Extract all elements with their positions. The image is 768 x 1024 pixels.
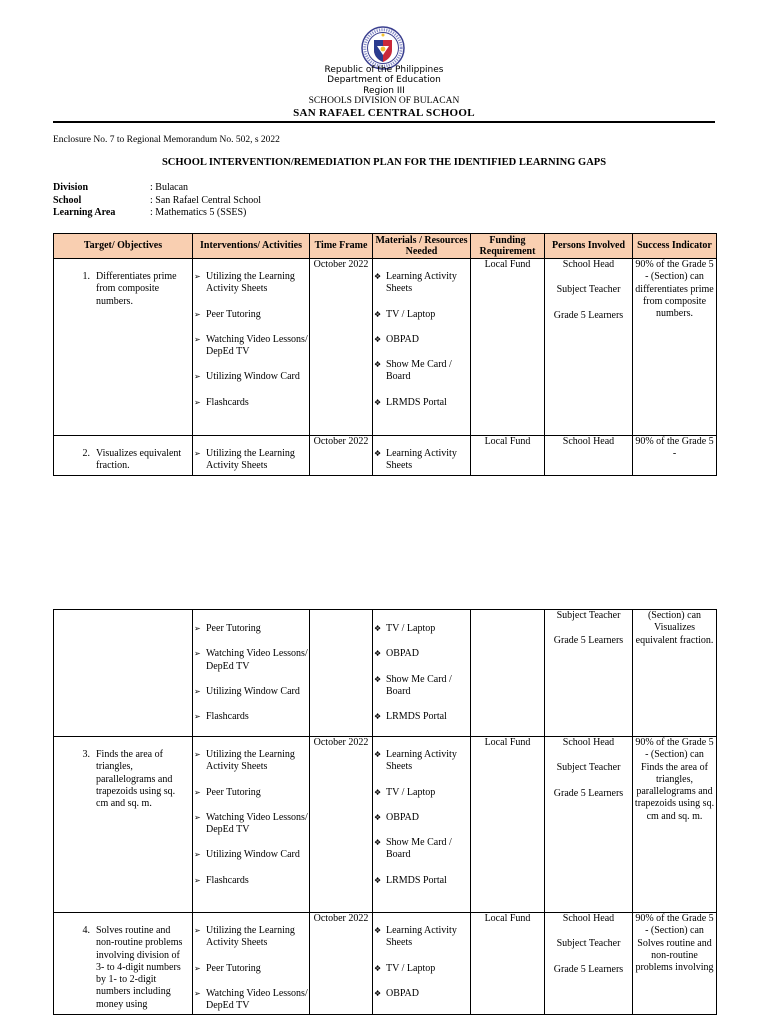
intervention-item: ➢ Utilizing Window Card [194, 849, 300, 861]
person-item: Subject Teacher [556, 938, 621, 950]
diamond-bullet-icon: ❖ [374, 787, 382, 797]
person-item: Subject Teacher [556, 610, 621, 621]
success-indicator-cell: 90% of the Grade 5 - (Section) can Finds the area of triangles, parallelograms and trapezoids using sq. cm and sq. m. [633, 737, 717, 913]
diamond-bullet-icon: ❖ [374, 334, 382, 344]
diamond-bullet-icon: ❖ [374, 875, 382, 885]
diamond-bullet-icon: ❖ [374, 926, 382, 935]
intervention-item: ➢ Flashcards [194, 874, 249, 886]
person-item: School Head [562, 436, 615, 447]
person-item: School Head [562, 913, 615, 924]
table-row [54, 737, 717, 913]
table-row [54, 259, 717, 436]
enclosure-note: Enclosure No. 7 to Regional Memorandum No. 502, s 2022 [53, 135, 280, 145]
diamond-bullet-icon: ❖ [374, 309, 382, 319]
arrow-bullet-icon: ➢ [194, 850, 201, 860]
diamond-bullet-icon: ❖ [374, 624, 382, 633]
intervention-item: ➢ Utilizing the Learning Activity Sheets [194, 749, 295, 773]
material-item: ❖ TV / Laptop [374, 308, 436, 320]
person-item: School Head [562, 737, 615, 748]
table-row [54, 436, 717, 476]
intervention-item: ➢ Flashcards [194, 711, 249, 723]
division-label: Division [53, 182, 89, 193]
material-item: ❖ LRMDS Portal [374, 396, 447, 408]
arrow-bullet-icon: ➢ [194, 787, 201, 797]
person-item: Subject Teacher [556, 762, 621, 774]
objective-text: Solves routine and non-routine problems involving division of 3- to 4-digit numbers by 1- to 2-digit numbers including money using [96, 925, 183, 1010]
learning-area-value: : Mathematics 5 (SSES) [150, 207, 247, 218]
funding-cell: Local Fund [471, 436, 545, 476]
material-item: ❖ LRMDS Portal [374, 874, 447, 886]
material-item: ❖ TV / Laptop [374, 786, 436, 798]
intervention-item: ➢ Utilizing Window Card [194, 685, 300, 697]
row-number: 3. [82, 749, 90, 760]
material-item: ❖ OBPAD [374, 333, 419, 345]
success-indicator-cell: 90% of the Grade 5 - [633, 436, 717, 476]
table-row [54, 610, 717, 737]
col-header-objectives: Target/ Objectives [54, 234, 193, 259]
material-item: ❖ Learning Activity Sheets [374, 925, 457, 949]
division-value: : Bulacan [150, 182, 189, 193]
material-item: ❖ Show Me Card / Board [374, 673, 452, 697]
plan-table-page-1 [53, 233, 717, 476]
col-header-time-frame: Time Frame [310, 234, 373, 259]
col-header-materials: Materials / Resources Needed [373, 234, 471, 259]
person-item: Grade 5 Learners [553, 635, 624, 647]
person-item: School Head [562, 259, 615, 270]
time-frame-cell: October 2022 [310, 737, 373, 913]
intervention-item: ➢ Flashcards [194, 396, 249, 408]
intervention-item: ➢ Watching Video Lessons/ DepEd TV [194, 811, 308, 836]
deped-seal-logo [361, 26, 405, 70]
person-item: Grade 5 Learners [553, 787, 624, 799]
person-item: Subject Teacher [556, 284, 621, 296]
intervention-item: ➢ Peer Tutoring [194, 786, 261, 798]
col-header-funding: Funding Requirement [471, 234, 545, 259]
intervention-item: ➢ Utilizing the Learning Activity Sheets [194, 271, 295, 295]
plan-table-page-2 [53, 609, 717, 1015]
arrow-bullet-icon: ➢ [194, 649, 201, 659]
person-item: Grade 5 Learners [553, 309, 624, 321]
document-title: SCHOOL INTERVENTION/REMEDIATION PLAN FOR THE IDENTIFIED LEARNING GAPS [161, 157, 607, 168]
diamond-bullet-icon: ❖ [374, 649, 382, 659]
diamond-bullet-icon: ❖ [374, 272, 382, 281]
funding-cell: Local Fund [471, 259, 545, 436]
funding-continued-cell [471, 610, 545, 737]
intervention-item: ➢ Peer Tutoring [194, 962, 261, 974]
intervention-item: ➢ Utilizing the Learning Activity Sheets [194, 448, 295, 472]
header-rule [53, 121, 715, 123]
intervention-item: ➢ Watching Video Lessons/ DepEd TV [194, 648, 308, 672]
row-number: 2. [82, 448, 90, 459]
time-frame-cell: October 2022 [310, 436, 373, 476]
header-school-name: SAN RAFAEL CENTRAL SCHOOL [293, 107, 475, 119]
objective-continued-cell [54, 610, 193, 737]
material-item: ❖ Show Me Card / Board [374, 837, 452, 861]
material-item: ❖ LRMDS Portal [374, 711, 447, 723]
time-frame-continued-cell [310, 610, 373, 737]
school-value: : San Rafael Central School [150, 195, 262, 206]
intervention-item: ➢ Peer Tutoring [194, 308, 261, 320]
funding-cell: Local Fund [471, 913, 545, 1015]
material-item: ❖ OBPAD [374, 987, 419, 999]
table-row [54, 913, 717, 1015]
arrow-bullet-icon: ➢ [194, 309, 201, 319]
material-item: ❖ Learning Activity Sheets [374, 448, 457, 472]
header-republic: Republic of the Philippines [324, 65, 444, 75]
diamond-bullet-icon: ❖ [374, 988, 382, 998]
diamond-bullet-icon: ❖ [374, 449, 382, 458]
person-item: Grade 5 Learners [553, 963, 624, 975]
diamond-bullet-icon: ❖ [374, 750, 382, 759]
row-number: 4. [82, 925, 90, 936]
material-item: ❖ OBPAD [374, 648, 419, 660]
objective-text: Visualizes equivalent fraction. [96, 448, 182, 472]
time-frame-cell: October 2022 [310, 913, 373, 1015]
header-division-office: SCHOOLS DIVISION OF BULACAN [308, 96, 460, 106]
success-indicator-cell: (Section) can Visualizes equivalent fraction. [633, 610, 717, 737]
material-item: ❖ OBPAD [374, 811, 419, 823]
diamond-bullet-icon: ❖ [374, 397, 382, 407]
intervention-item: ➢ Watching Video Lessons/ DepEd TV [194, 987, 308, 1012]
material-item: ❖ Learning Activity Sheets [374, 271, 457, 295]
arrow-bullet-icon: ➢ [194, 750, 201, 759]
learning-area-label: Learning Area [53, 207, 116, 218]
header-department: Department of Education [327, 75, 441, 85]
material-item: ❖ TV / Laptop [374, 623, 436, 634]
funding-cell: Local Fund [471, 737, 545, 913]
time-frame-cell: October 2022 [310, 259, 373, 436]
arrow-bullet-icon: ➢ [194, 963, 201, 973]
col-header-indicator: Success Indicator [633, 234, 717, 259]
arrow-bullet-icon: ➢ [194, 875, 201, 885]
material-item: ❖ Show Me Card / Board [374, 359, 452, 383]
arrow-bullet-icon: ➢ [194, 624, 201, 633]
arrow-bullet-icon: ➢ [194, 686, 201, 696]
header-region: Region III [363, 86, 405, 96]
arrow-bullet-icon: ➢ [194, 449, 201, 458]
material-item: ❖ TV / Laptop [374, 962, 436, 974]
success-indicator-cell: 90% of the Grade 5 - (Section) can differentiates prime from composite numbers. [633, 259, 717, 436]
arrow-bullet-icon: ➢ [194, 397, 201, 407]
arrow-bullet-icon: ➢ [194, 988, 201, 998]
intervention-item: ➢ Peer Tutoring [194, 623, 261, 634]
row-number: 1. [82, 271, 90, 282]
diamond-bullet-icon: ❖ [374, 963, 382, 973]
arrow-bullet-icon: ➢ [194, 272, 201, 281]
intervention-item: ➢ Utilizing Window Card [194, 371, 300, 383]
success-indicator-cell: 90% of the Grade 5 - (Section) can Solves routine and non-routine problems involving [633, 913, 717, 1015]
col-header-interventions: Interventions/ Activities [193, 234, 310, 259]
diamond-bullet-icon: ❖ [374, 712, 382, 722]
arrow-bullet-icon: ➢ [194, 372, 201, 382]
col-header-persons: Persons Involved [545, 234, 633, 259]
diamond-bullet-icon: ❖ [374, 674, 382, 684]
intervention-item: ➢ Watching Video Lessons/ DepEd TV [194, 333, 308, 358]
table-header-row [54, 234, 717, 259]
arrow-bullet-icon: ➢ [194, 926, 201, 935]
arrow-bullet-icon: ➢ [194, 712, 201, 722]
material-item: ❖ Learning Activity Sheets [374, 749, 457, 773]
objective-text: Finds the area of triangles, parallelograms and trapezoids using sq. cm and sq. m. [96, 749, 176, 810]
diamond-bullet-icon: ❖ [374, 838, 382, 848]
intervention-item: ➢ Utilizing the Learning Activity Sheets [194, 925, 295, 949]
arrow-bullet-icon: ➢ [194, 812, 201, 822]
objective-text: Differentiates prime from composite numbers. [96, 271, 177, 307]
school-label: School [53, 195, 82, 206]
arrow-bullet-icon: ➢ [194, 334, 201, 344]
diamond-bullet-icon: ❖ [374, 360, 382, 370]
diamond-bullet-icon: ❖ [374, 812, 382, 822]
